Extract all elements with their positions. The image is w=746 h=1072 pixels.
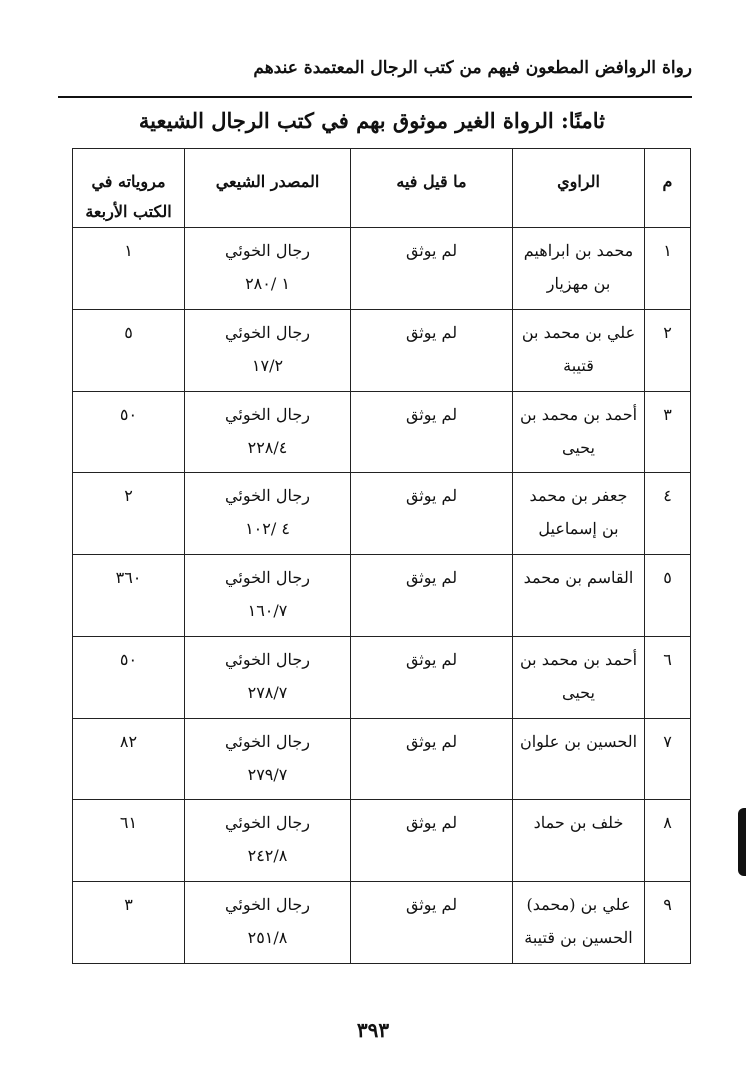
table-row [73,391,691,473]
assessment-cell-text: لم يوثق [405,241,458,260]
narrations-count-cell-text: ٣ [124,895,133,915]
narrations-count-cell [73,718,185,800]
table-body [73,228,691,964]
source-cell-text: رجال الخوئي [225,241,310,260]
narrations-count-cell [73,473,185,555]
narrator-cell-text: الحسين بن علوان [519,731,638,751]
source-cell [185,800,351,882]
table-row [73,555,691,637]
source-reference: ٢٢٨/٤ [247,437,288,457]
table-row [73,309,691,391]
source-cell-text: رجال الخوئي [225,649,310,669]
narrator-cell-text: أحمد بن محمد بن يحيى [519,404,638,457]
assessment-cell [351,636,513,718]
header-rule [58,96,692,98]
assessment-cell-text: لم يوثق [405,813,458,833]
assessment-cell [351,718,513,800]
narrations-count-cell [73,228,185,310]
row-number-text: ٦ [663,649,672,669]
narrations-count-cell-text: ١ [124,241,133,260]
assessment-cell [351,473,513,555]
column-header-narrator: الراوي [513,149,645,228]
source-reference: ٢٤٢/٨ [247,846,288,866]
narrations-count-cell [73,800,185,882]
narrator-cell-text: أحمد بن محمد بن يحيى [519,649,638,702]
source-cell-text: رجال الخوئي [225,813,310,833]
source-cell [185,309,351,391]
row-number [645,309,691,391]
row-number [645,636,691,718]
narrations-count-cell-text: ٦١ [119,813,138,833]
table-row [73,636,691,718]
row-number-text: ١ [663,241,672,260]
narrator-cell [513,228,645,310]
source-reference: ٢٧٨/٧ [247,682,288,702]
row-number-text: ٤ [663,486,672,506]
narrations-count-cell [73,882,185,964]
source-cell-text: رجال الخوئي [225,895,310,915]
column-header-count: مروياته في الكتب الأربعة [73,149,185,228]
row-number [645,800,691,882]
column-header-num: م [645,149,691,228]
source-cell-text: رجال الخوئي [225,322,310,342]
row-number [645,718,691,800]
narrations-count-cell-text: ٥ [124,322,133,342]
source-cell-text: رجال الخوئي [225,486,310,506]
table-row [73,228,691,310]
narrator-cell [513,473,645,555]
source-reference: ١٧/٢ [251,355,284,375]
narrations-count-cell-text: ٣٦٠ [115,568,142,588]
column-header-said: ما قيل فيه [351,149,513,228]
source-cell-text: رجال الخوئي [225,568,310,588]
assessment-cell [351,391,513,473]
section-title: ثامنًا: الرواة الغير موثوق بهم في كتب الرجال الشيعية [138,108,605,133]
narrator-cell-text: علي بن محمد بن قتيبة [521,322,636,375]
narrator-cell [513,391,645,473]
assessment-cell-text: لم يوثق [405,486,458,506]
source-cell-text: رجال الخوئي [225,404,310,424]
source-cell [185,718,351,800]
table-row [73,473,691,555]
narrations-count-cell-text: ٢ [124,486,133,506]
narrator-cell [513,555,645,637]
source-cell-text: رجال الخوئي [225,731,310,751]
row-number [645,228,691,310]
assessment-cell-text: لم يوثق [405,895,458,915]
row-number [645,473,691,555]
source-cell [185,882,351,964]
source-cell [185,555,351,637]
narrator-cell [513,309,645,391]
assessment-cell [351,555,513,637]
scan-edge-mark [738,808,746,876]
assessment-cell-text: لم يوثق [405,731,458,751]
narrator-cell-text: جعفر بن محمد بن إسماعيل [529,486,628,539]
narrator-cell [513,882,645,964]
narrator-cell [513,636,645,718]
assessment-cell-text: لم يوثق [405,404,458,424]
column-header-source: المصدر الشيعي [185,149,351,228]
source-cell [185,391,351,473]
assessment-cell [351,309,513,391]
narrations-count-cell-text: ٥٠ [119,649,138,669]
table-header-row [73,149,691,228]
narrator-cell [513,718,645,800]
source-cell [185,473,351,555]
row-number-text: ٩ [663,895,672,915]
row-number [645,882,691,964]
assessment-cell [351,800,513,882]
table-row [73,718,691,800]
source-cell [185,228,351,310]
row-number [645,555,691,637]
table-row [73,882,691,964]
narrations-count-cell [73,309,185,391]
narrator-cell-text: علي بن (محمد) الحسين بن قتيبة [524,895,633,948]
narrations-count-cell [73,636,185,718]
assessment-cell [351,882,513,964]
narrations-count-cell [73,391,185,473]
narrator-cell [513,800,645,882]
narrator-cell-text: محمد بن ابراهيم بن مهزيار [523,241,634,293]
narrations-count-cell-text: ٥٠ [119,404,138,424]
page-number: ٣٩٣ [356,1018,390,1042]
running-header: رواة الروافض المطعون فيهم من كتب الرجال المعتمدة عندهم [253,58,692,78]
row-number-text: ٧ [663,731,672,751]
assessment-cell-text: لم يوثق [405,649,458,669]
source-reference: ١ /٢٨٠ [245,274,290,293]
source-reference: ٢٥١/٨ [247,928,288,948]
narrations-count-cell-text: ٨٢ [119,731,138,751]
assessment-cell-text: لم يوثق [405,568,458,588]
row-number-text: ٣ [663,404,672,424]
source-reference: ١٦٠/٧ [247,601,288,621]
source-cell [185,636,351,718]
assessment-cell-text: لم يوثق [405,322,458,342]
row-number-text: ٨ [663,813,672,833]
narrator-cell-text: القاسم بن محمد [523,568,634,588]
source-reference: ٤ /١٠٢ [245,519,290,539]
narrations-count-cell [73,555,185,637]
row-number-text: ٢ [663,322,672,342]
source-reference: ٢٧٩/٧ [247,764,288,784]
row-number-text: ٥ [663,568,672,588]
assessment-cell [351,228,513,310]
narrator-cell-text: خلف بن حماد [533,813,624,833]
table-row [73,800,691,882]
row-number [645,391,691,473]
narrators-table [72,148,691,964]
